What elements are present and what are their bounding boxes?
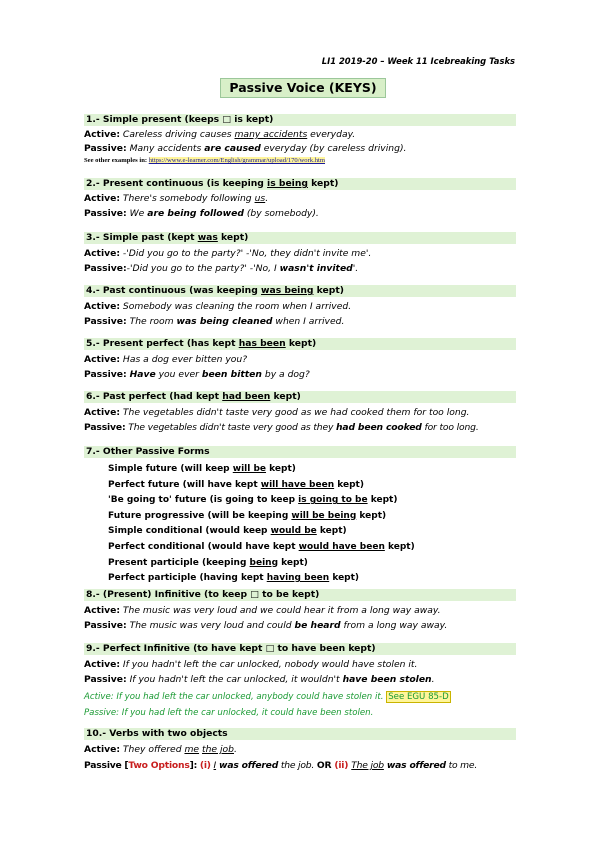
section-10-heading: 10.- Verbs with two objects — [84, 728, 516, 740]
section-10-passive: Passive [Two Options]: (i) I was offered the job. OR (ii) The job was offered to me. — [84, 760, 478, 771]
passive-form-item: Present participle (keeping being kept) — [108, 557, 308, 568]
section-3-heading: 3.- Simple past (kept was kept) — [84, 232, 516, 244]
passive-form-item: Perfect future (will have kept will have been kept) — [108, 479, 364, 490]
section-8-passive: Passive: The music was very loud and could be heard from a long way away. — [84, 620, 448, 631]
section-10-active: Active: They offered me the job. — [84, 744, 237, 755]
section-4-active: Active: Somebody was cleaning the room when I arrived. — [84, 301, 352, 312]
section-1-heading: 1.- Simple present (keeps □ is kept) — [84, 114, 516, 126]
section-3-passive: Passive:-'Did you go to the party?' -'No, I wasn't invited'. — [84, 263, 359, 274]
see-more-line: See other examples in: https://www.e-learner.com/English/grammar/upload/170/work.htm — [84, 157, 326, 164]
passive-form-item: Simple conditional (would keep would be kept) — [108, 526, 347, 537]
section-9-green-passive: Passive: If you had left the car unlocked, it could have been stolen. — [84, 708, 374, 718]
section-5-heading: 5.- Present perfect (has kept has been kept) — [84, 338, 516, 350]
section-9-green-active: Active: If you had left the car unlocked, anybody could have stolen it. See EGU 85-D — [84, 692, 449, 702]
section-9-heading: 9.- Perfect Infinitive (to have kept □ to have been kept) — [84, 643, 516, 655]
section-5-passive: Passive: Have you ever been bitten by a dog? — [84, 369, 310, 380]
section-1-passive: Passive: Many accidents are caused everyday (by careless driving). — [84, 143, 407, 154]
section-8-active: Active: The music was very loud and we could hear it from a long way away. — [84, 605, 441, 616]
passive-form-item: Perfect participle (having kept having been kept) — [108, 573, 360, 584]
reference-link[interactable]: https://www.e-learner.com/English/grammar/upload/170/work.htm — [148, 157, 326, 164]
passive-form-item: Simple future (will keep will be kept) — [108, 464, 296, 474]
page-title: Passive Voice (KEYS) — [220, 78, 386, 98]
section-2-passive: Passive: We are being followed (by somebody). — [84, 208, 319, 219]
passive-form-item: Perfect conditional (would have kept would have been kept) — [108, 542, 415, 552]
section-8-heading: 8.- (Present) Infinitive (to keep □ to be kept) — [84, 589, 516, 601]
section-2-heading: 2.- Present continuous (is keeping is being kept) — [84, 178, 516, 190]
passive-form-item: Future progressive (will be keeping will be being kept) — [108, 510, 387, 521]
see-egu-badge: See EGU 85-D — [388, 692, 449, 702]
section-6-active: Active: The vegetables didn't taste very good as we had cooked them for too long. — [84, 407, 470, 418]
section-3-active: Active: -'Did you go to the party?' -'No, they didn't invite me'. — [84, 248, 372, 259]
section-4-heading: 4.- Past continuous (was keeping was being kept) — [84, 285, 516, 297]
section-1-active: Active: Careless driving causes many accidents everyday. — [84, 129, 356, 140]
section-5-active: Active: Has a dog ever bitten you? — [84, 354, 248, 365]
section-4-passive: Passive: The room was being cleaned when I arrived. — [84, 316, 345, 327]
passive-form-item: 'Be going to' future (is going to keep is going to be kept) — [108, 495, 398, 506]
section-6-heading: 6.- Past perfect (had kept had been kept) — [84, 391, 516, 403]
section-2-active: Active: There's somebody following us. — [84, 193, 269, 204]
page-header: LI1 2019-20 – Week 11 Icebreaking Tasks — [321, 56, 515, 66]
section-9-active: Active: If you hadn't left the car unlocked, nobody would have stolen it. — [84, 659, 418, 670]
section-6-passive: Passive: The vegetables didn't taste very good as they had been cooked for too long. — [84, 422, 479, 433]
section-9-passive: Passive: If you hadn't left the car unlocked, it wouldn't have been stolen. — [84, 674, 435, 685]
section-7-heading: 7.- Other Passive Forms — [84, 446, 516, 458]
